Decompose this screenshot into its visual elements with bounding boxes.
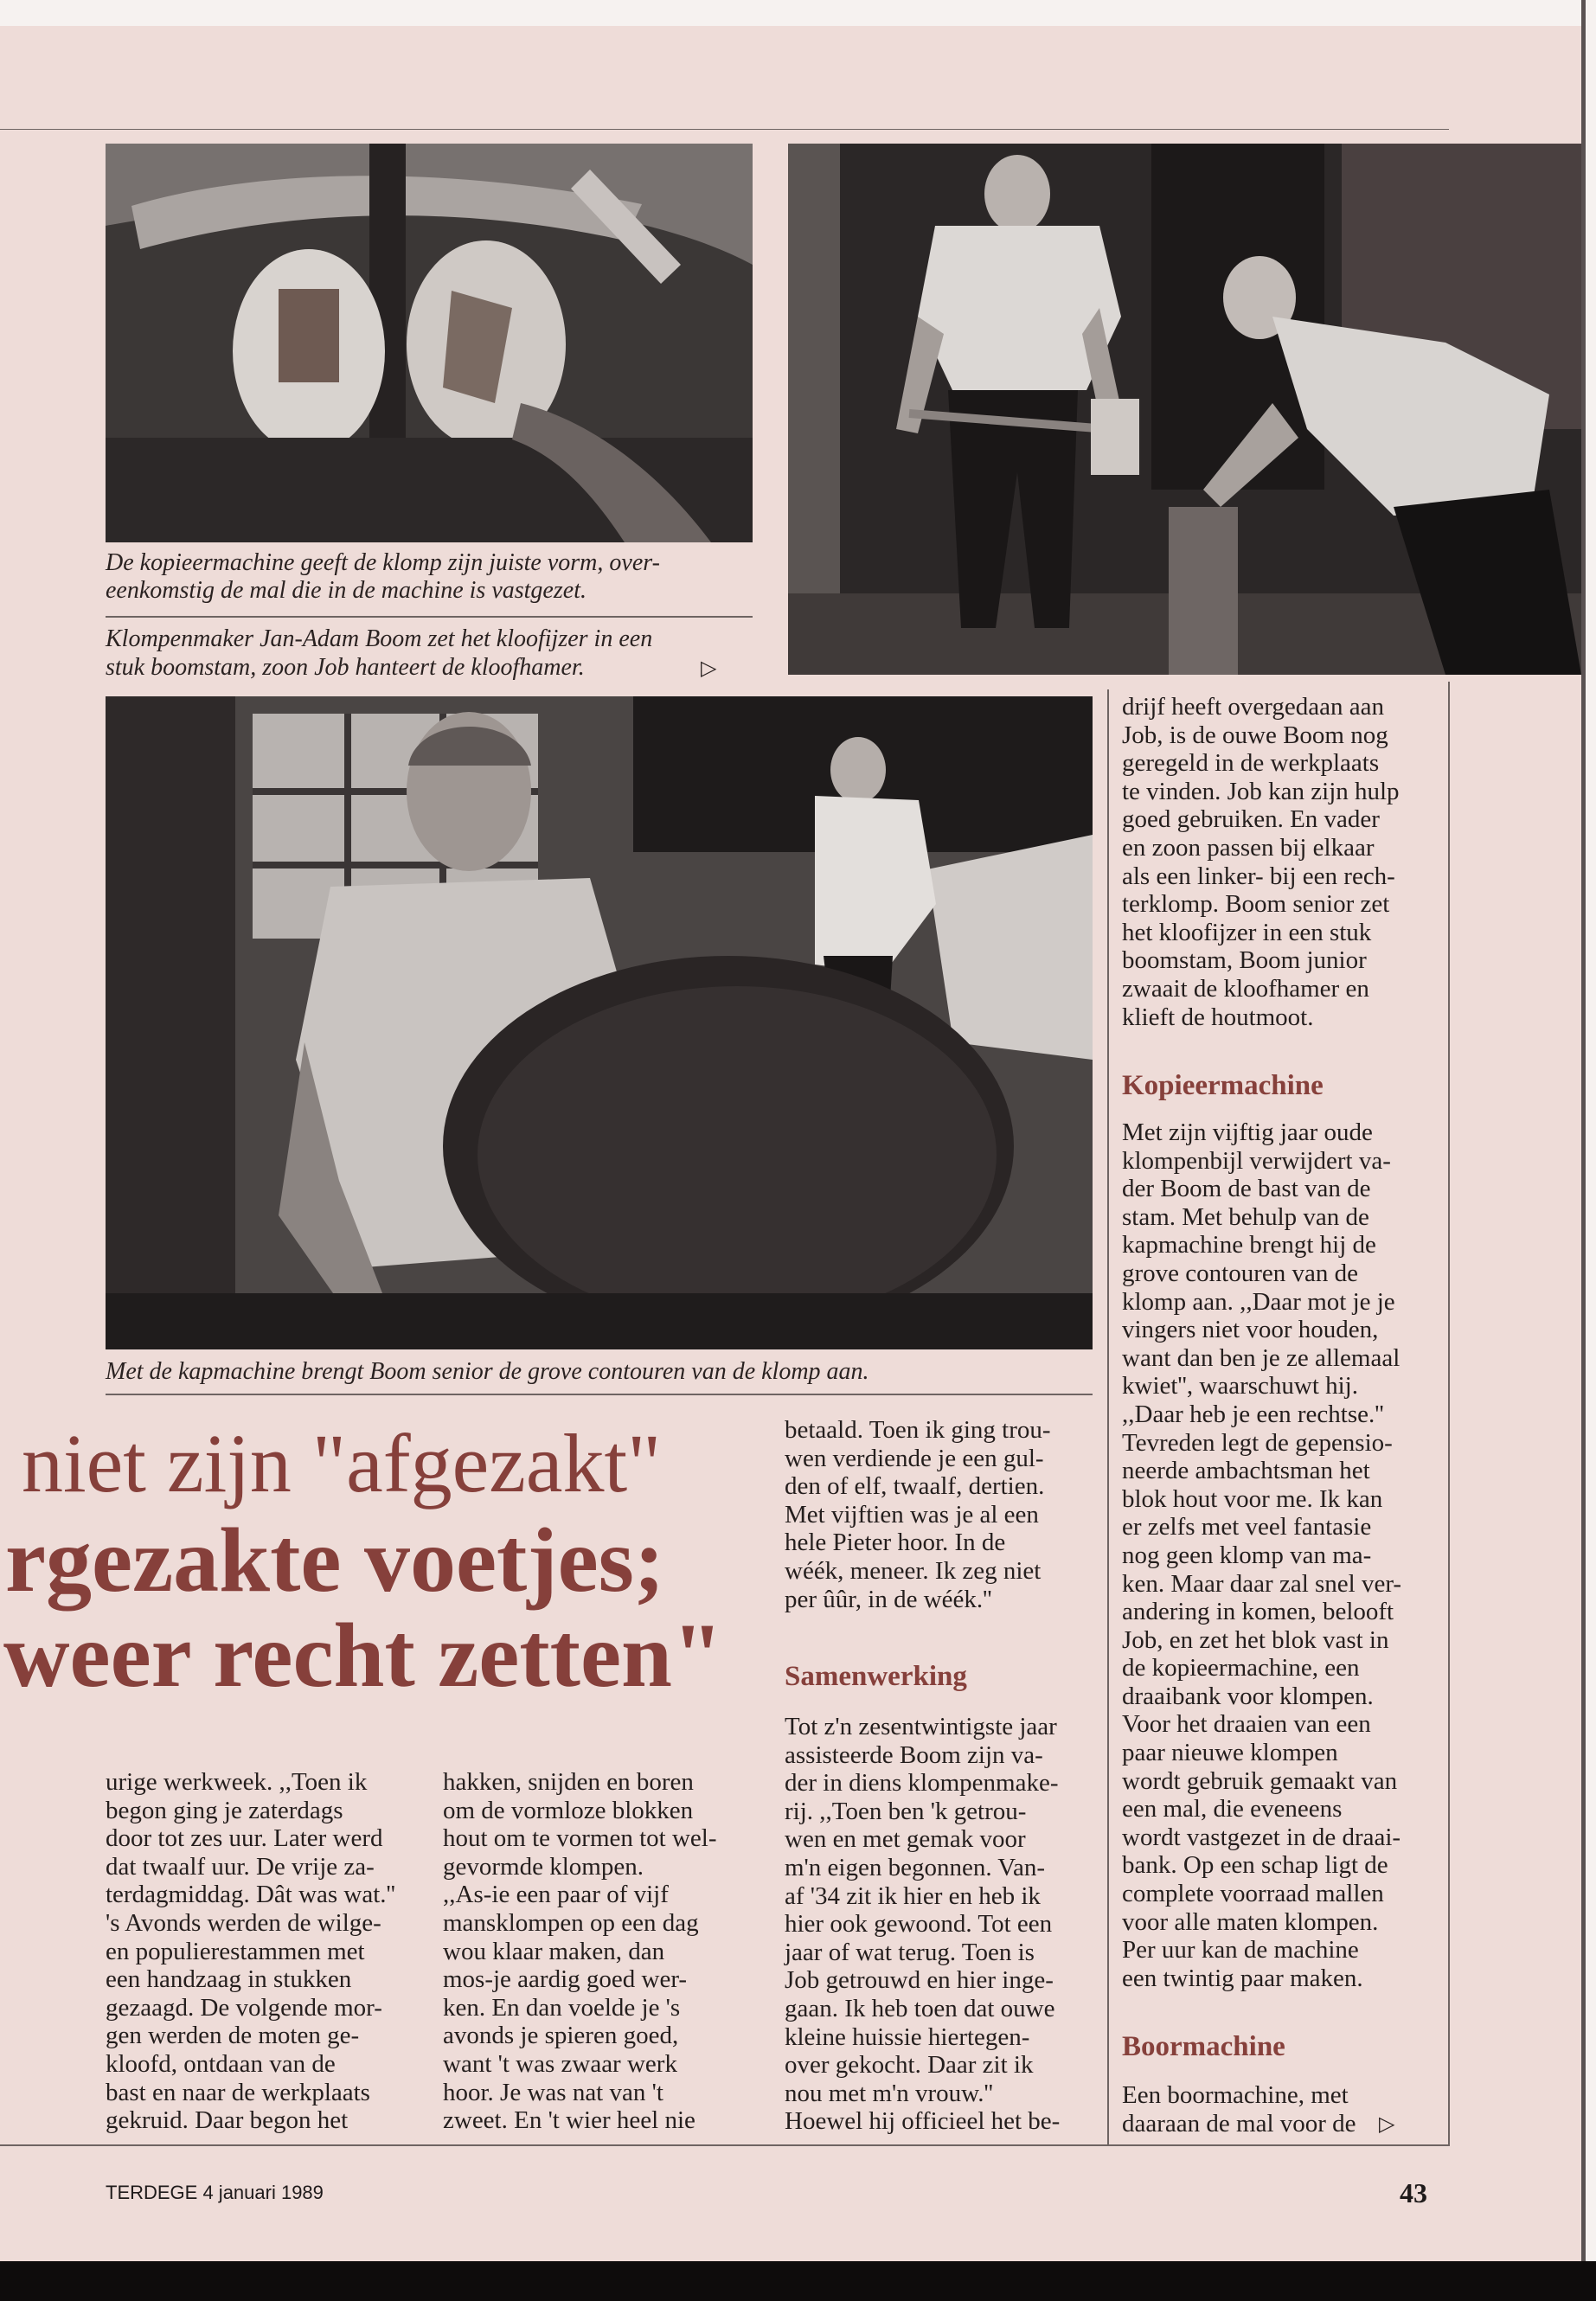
- text-line: ken. Maar daar zal snel ver-: [1122, 1569, 1402, 1598]
- caption-photo1-line: De kopieermachine geeft de klomp zijn juiste vorm, over-: [106, 549, 660, 576]
- subheading-kopieermachine: Kopieermachine: [1122, 1070, 1324, 1101]
- text-line: als een linker- bij een rech-: [1122, 862, 1395, 890]
- text-line: den of elf, twaalf, dertien.: [785, 1472, 1045, 1501]
- continue-arrow-icon: ▷: [1379, 2112, 1395, 2136]
- text-line: vingers niet voor houden,: [1122, 1316, 1379, 1344]
- text-line: kwiet'', waarschuwt hij.: [1122, 1372, 1358, 1400]
- scan-edge-bottom: [0, 2261, 1596, 2301]
- text-line: m'n eigen begonnen. Van-: [785, 1853, 1046, 1881]
- text-column-d-body1: [1122, 1118, 1401, 1992]
- caption-photo1-line: eenkomstig de mal die in de machine is vastgezet.: [106, 577, 586, 604]
- column-rule-right: [1448, 682, 1450, 2144]
- page-number: 43: [1400, 2177, 1427, 2208]
- text-line: wou klaar maken, dan: [443, 1937, 665, 1965]
- text-line: terklomp. Boom senior zet: [1122, 890, 1390, 919]
- top-rule: [0, 129, 1449, 130]
- text-line: Een boormachine, met: [1122, 2081, 1349, 2109]
- caption-divider: [106, 616, 753, 618]
- text-line: andering in komen, belooft: [1122, 1598, 1394, 1626]
- text-column-c-intro: [785, 1416, 1051, 1613]
- text-line: want 't was zwaar werk: [443, 2049, 677, 2078]
- text-line: kleine huissie hiertegen-: [785, 2022, 1030, 2051]
- text-line: het kloofijzer in een stuk: [1122, 918, 1372, 946]
- text-line: om de vormloze blokken: [443, 1796, 694, 1824]
- text-line: wen en met gemak voor: [785, 1825, 1026, 1854]
- text-line: grove contouren van de: [1122, 1259, 1358, 1287]
- scan-edge-right: [1581, 0, 1586, 2301]
- text-line: wordt gebruik gemaakt van: [1122, 1766, 1398, 1795]
- photo-kopieermachine: [106, 144, 753, 542]
- text-line: boomstam, Boom junior: [1122, 946, 1367, 975]
- text-line: mos-je aardig goed wer-: [443, 1965, 688, 1994]
- text-line: nou met m'n vrouw.'': [785, 2079, 993, 2107]
- photo-kapmachine-image: [106, 696, 1093, 1349]
- photo-kapmachine: [106, 696, 1093, 1349]
- text-line: mansklompen op een dag: [443, 1908, 699, 1937]
- continue-arrow-icon: ▷: [701, 656, 717, 680]
- text-line: Job, is de ouwe Boom nog: [1122, 721, 1388, 749]
- headline-line-2: rgezakte voetjes;: [5, 1509, 665, 1611]
- text-line: hoor. Je was nat van 't: [443, 2078, 663, 2106]
- photo-klooven: [788, 144, 1581, 675]
- caption-photo3: Met de kapmachine brengt Boom senior de grove contouren van de klomp aan.: [106, 1358, 869, 1385]
- text-line: per ûûr, in de wéék.'': [785, 1585, 992, 1613]
- text-line: complete voorraad mallen: [1122, 1880, 1384, 1908]
- text-line: en populierestammen met: [106, 1937, 365, 1965]
- text-line: voor alle maten klompen.: [1122, 1907, 1379, 1936]
- text-line: terdagmiddag. Dât was wat.'': [106, 1881, 395, 1909]
- kloofhamer-head: [1091, 399, 1139, 475]
- text-line: neerde ambachtsman het: [1122, 1457, 1370, 1485]
- wooden-boards: [927, 835, 1093, 1060]
- grindstone-face: [478, 986, 997, 1324]
- text-column-d-body2: [1122, 2081, 1356, 2138]
- text-line: kloofd, ontdaan van de: [106, 2049, 336, 2078]
- text-line: ,,Daar heb je een rechtse.'': [1122, 1400, 1384, 1428]
- text-line: draaibank voor klompen.: [1122, 1682, 1374, 1710]
- column-rule-left: [1107, 689, 1109, 2144]
- text-line: bank. Op een schap ligt de: [1122, 1851, 1388, 1880]
- text-line: drijf heeft overgedaan aan: [1122, 693, 1384, 721]
- text-line: goed gebruiken. En vader: [1122, 805, 1380, 834]
- text-line: stam. Met behulp van de: [1122, 1202, 1369, 1231]
- subheading-samenwerking: Samenwerking: [785, 1661, 967, 1692]
- caption-photo2-line: stuk boomstam, zoon Job hanteert de kloofhamer.: [106, 654, 585, 681]
- text-line: assisteerde Boom zijn va-: [785, 1740, 1043, 1769]
- text-line: te vinden. Job kan zijn hulp: [1122, 777, 1400, 805]
- text-line: wéék, meneer. Ik zeg niet: [785, 1556, 1042, 1585]
- text-line: gevormde klompen.: [443, 1852, 644, 1881]
- text-line: Hoewel hij officieel het be-: [785, 2107, 1061, 2136]
- text-line: Voor het draaien van een: [1122, 1710, 1371, 1739]
- caption-photo2-line: Klompenmaker Jan-Adam Boom zet het kloofijzer in een: [106, 625, 653, 652]
- text-line: geregeld in de werkplaats: [1122, 749, 1380, 778]
- text-line: gen werden de moten ge-: [106, 2022, 360, 2050]
- text-line: wordt vastgezet in de draai-: [1122, 1823, 1401, 1851]
- text-line: Job, en zet het blok vast in: [1122, 1625, 1389, 1654]
- text-line: er zelfs met veel fantasie: [1122, 1513, 1372, 1541]
- clog-left-shadow: [279, 289, 339, 382]
- text-line: begon ging je zaterdags: [106, 1796, 343, 1824]
- text-line: Tot z'n zesentwintigste jaar: [785, 1713, 1057, 1740]
- text-column-a: [106, 1768, 395, 2135]
- text-line: Job getrouwd en hier inge-: [785, 1966, 1054, 1995]
- text-line: rij. ,,Toen ben 'k getrou-: [785, 1797, 1027, 1825]
- text-line: klompenbijl verwijdert va-: [1122, 1146, 1391, 1175]
- bottom-rule: [0, 2144, 1450, 2146]
- text-line: urige werkweek. ,,Toen ik: [106, 1768, 368, 1796]
- text-line: Per uur kan de machine: [1122, 1936, 1359, 1965]
- headline-line-3: weer recht zetten": [3, 1605, 723, 1706]
- text-line: en zoon passen bij elkaar: [1122, 833, 1375, 862]
- floor: [106, 1293, 1093, 1349]
- text-column-b: [443, 1768, 717, 2135]
- text-line: een mal, die eveneens: [1122, 1795, 1343, 1823]
- text-line: dat twaalf uur. De vrije za-: [106, 1852, 375, 1881]
- text-line: een twintig paar maken.: [1122, 1964, 1363, 1992]
- text-line: daaraan de mal voor de: [1122, 2109, 1356, 2138]
- text-line: wen verdiende je een gul-: [785, 1444, 1044, 1472]
- text-line: de kopieermachine, een: [1122, 1654, 1360, 1682]
- tree-stump: [1169, 507, 1238, 675]
- text-line: door tot zes uur. Later werd: [106, 1824, 383, 1853]
- text-line: der in diens klompenmake-: [785, 1769, 1059, 1798]
- text-line: over gekocht. Daar zit ik: [785, 2051, 1034, 2080]
- subheading-boormachine: Boormachine: [1122, 2031, 1285, 2062]
- text-line: Met vijftien was je al een: [785, 1500, 1039, 1529]
- text-line: paar nieuwe klompen: [1122, 1739, 1338, 1767]
- text-line: hier ook gewoond. Tot een: [785, 1910, 1053, 1939]
- text-line: hele Pieter hoor. In de: [785, 1529, 1006, 1557]
- text-line: Met zijn vijftig jaar oude: [1122, 1118, 1373, 1146]
- text-line: blok hout voor me. Ik kan: [1122, 1484, 1383, 1513]
- text-line: ken. En dan voelde je 's: [443, 1993, 681, 2022]
- text-line: hakken, snijden en boren: [443, 1768, 694, 1796]
- text-line: gaan. Ik heb toen dat ouwe: [785, 1994, 1055, 2022]
- caption-rule: [106, 1394, 1093, 1395]
- photo-kopieermachine-image: [106, 144, 753, 542]
- headline-line-1: niet zijn "afgezakt": [22, 1417, 662, 1509]
- text-line: klieft de houtmoot.: [1122, 1003, 1314, 1031]
- text-line: klomp aan. ,,Daar mot je je: [1122, 1287, 1395, 1316]
- text-line: een handzaag in stukken: [106, 1965, 352, 1994]
- brick-column: [106, 696, 235, 1349]
- text-line: der Boom de bast van de: [1122, 1175, 1371, 1203]
- footer-publication: TERDEGE 4 januari 1989: [106, 2182, 324, 2203]
- text-line: jaar of wat terug. Toen is: [785, 1938, 1035, 1966]
- text-column-c-body: [785, 1713, 1060, 2136]
- text-line: nog geen klomp van ma-: [1122, 1541, 1372, 1569]
- text-line: hout om te vormen tot wel-: [443, 1824, 717, 1853]
- text-line: af '34 zit ik hier en heb ik: [785, 1881, 1041, 1910]
- text-line: zweet. En 't wier heel nie: [443, 2106, 695, 2135]
- text-column-d-intro: [1122, 693, 1400, 1031]
- text-line: avonds je spieren goed,: [443, 2022, 679, 2050]
- text-line: bast en naar de werkplaats: [106, 2078, 370, 2106]
- text-line: gezaagd. De volgende mor-: [106, 1993, 382, 2022]
- text-line: want dan ben je ze allemaal: [1122, 1343, 1401, 1372]
- text-line: 's Avonds werden de wilge-: [106, 1908, 381, 1937]
- photo-klooven-image: [788, 144, 1581, 675]
- text-line: Tevreden legt de gepensio-: [1122, 1428, 1393, 1457]
- text-line: zwaait de kloofhamer en: [1122, 974, 1369, 1003]
- son-head: [984, 155, 1050, 233]
- text-line: betaald. Toen ik ging trou-: [785, 1416, 1051, 1444]
- text-line: kapmachine brengt hij de: [1122, 1231, 1376, 1259]
- text-line: ,,As-ie een paar of vijf: [443, 1881, 669, 1909]
- text-line: gekruid. Daar begon het: [106, 2106, 349, 2135]
- son-head: [830, 737, 886, 803]
